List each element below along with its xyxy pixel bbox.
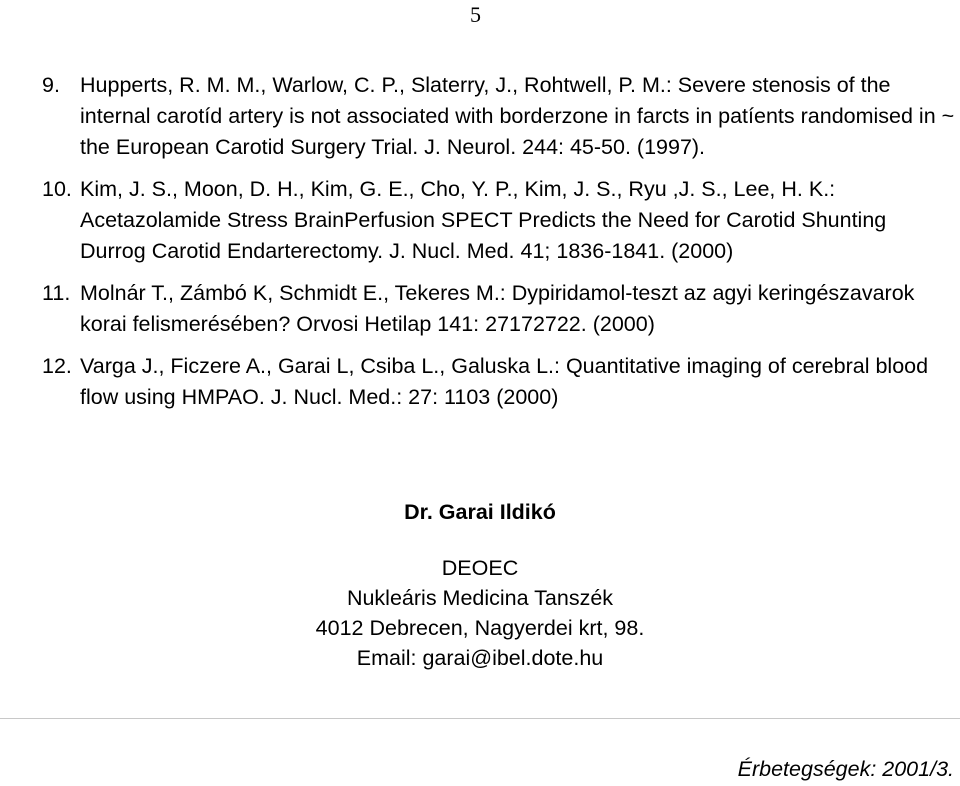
footer-divider	[0, 718, 960, 719]
reference-item	[42, 351, 957, 413]
author-name: Dr. Garai Ildikó	[404, 500, 556, 524]
reference-text: Hupperts, R. M. M., Warlow, C. P., Slaterry, J., Rohtwell, P. M.: Severe stenosis of the internal carotíd artery is not associated with borderzone in farcts in patíents randomised in ~ the European Carotid Surgery Trial. J. Neurol. 244: 45-50. (1997).	[80, 73, 955, 159]
affiliation-address: 4012 Debrecen, Nagyerdei krt, 98.	[315, 616, 645, 640]
reference-number: 10.	[42, 177, 72, 201]
reference-item	[42, 70, 957, 163]
reference-number: 11.	[42, 281, 71, 305]
reference-text: Molnár T., Zámbó K, Schmidt E., Tekeres M.: Dypiridamol-teszt az agyi keringészavarok korai felismerésében? Orvosi Hetilap 141: 27172722. (2000)	[80, 281, 915, 336]
affiliation-institution: DEOEC	[441, 556, 519, 580]
reference-item	[42, 278, 957, 340]
journal-footer: Érbetegségek: 2001/3.	[737, 757, 954, 781]
reference-number: 12.	[42, 354, 72, 378]
reference-item	[42, 174, 957, 267]
reference-text: Varga J., Ficzere A., Garai L, Csiba L., Galuska L.: Quantitative imaging of cerebral blood flow using HMPAO. J. Nucl. Med.: 27: 1103 (2000)	[80, 354, 929, 409]
reference-number: 9.	[42, 73, 60, 97]
reference-text: Kim, J. S., Moon, D. H., Kim, G. E., Cho, Y. P., Kim, J. S., Ryu ,J. S., Lee, H. K.: Acetazolamide Stress BrainPerfusion SPECT Predicts the Need for Carotid Shunting Durrog Carotid Endarterectomy. J. Nucl. Med. 41; 1836-1841. (2000)	[80, 177, 887, 263]
page-number: 5	[470, 2, 481, 27]
author-affiliation	[0, 553, 960, 673]
affiliation-email: Email: garai@ibel.dote.hu	[356, 646, 604, 670]
reference-list	[42, 70, 957, 424]
affiliation-department: Nukleáris Medicina Tanszék	[346, 586, 614, 610]
